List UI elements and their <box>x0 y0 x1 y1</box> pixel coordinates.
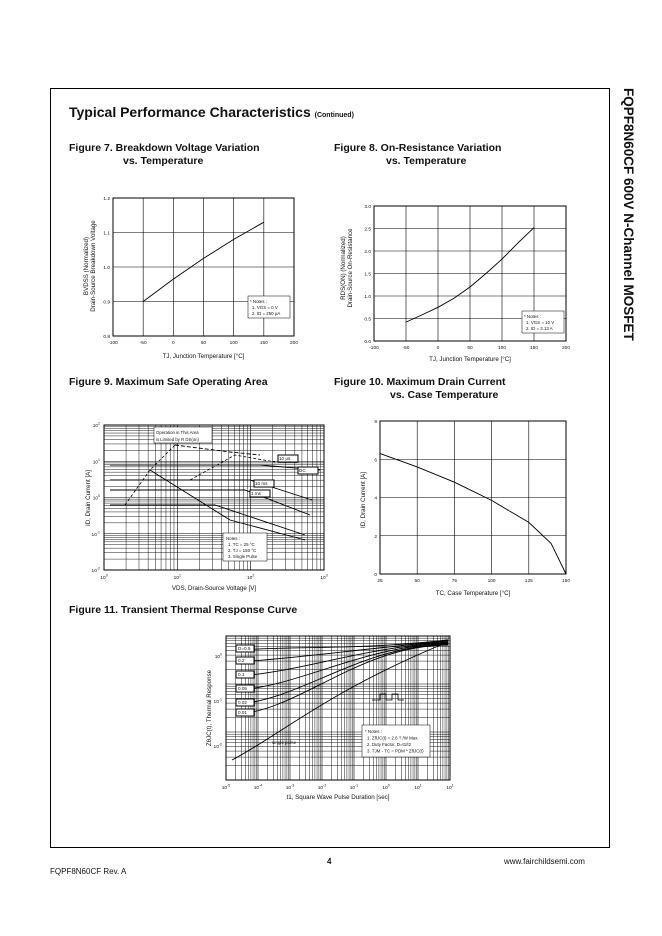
fig9-xtick-label: $10^2$ <box>247 573 255 581</box>
fig9-xtick-label-exp: 1 <box>179 573 181 578</box>
fig11-xtick-label: $10^{-2}$ <box>317 783 327 791</box>
fig9-ytick-label-exp: -1 <box>96 530 100 535</box>
fig7-xtick-label: 0 <box>171 341 175 346</box>
fig8-ylabel-2: Drain-Source On-Resistance <box>347 228 354 308</box>
fig11-xtick-label-exp: -4 <box>259 783 263 788</box>
fig10-xtick-label: 50 <box>414 579 420 584</box>
fig8-ytick-label: 1.5 <box>364 272 371 278</box>
fig9-ytick-label: $10^2$ <box>92 421 100 429</box>
fig9-ytick-label: $10^{-1}$ <box>91 530 100 538</box>
fig9-xtick-label: $10^0$ <box>100 573 108 581</box>
fig7-ytick-label: 1.2 <box>103 197 110 202</box>
fig7-caption: Figure 7. Breakdown Voltage Variation <box>69 142 260 154</box>
fig11-duty-label: 0.02 <box>238 700 247 705</box>
fig11-xtick-label-exp: 0 <box>387 783 390 788</box>
fig9-xtick-label-exp: 0 <box>105 573 108 578</box>
fig11-xtick-label: $10^0$ <box>382 783 390 791</box>
fig11-note: 2. Duty Factor, D=t1/t2 <box>367 742 412 747</box>
fig8-ytick-label: 2.0 <box>364 250 371 255</box>
fig11-single-label: single pulse <box>272 740 297 745</box>
fig9-note: 2. TJ = 150 °C <box>228 548 257 553</box>
fig8-ylabel-1: RDS(ON) (Normalized) <box>340 236 347 300</box>
fig11-xlabel: t1, Square Wave Pulse Duration [sec] <box>286 794 390 801</box>
fig10-xtick-label: 25 <box>377 579 383 584</box>
fig11-xtick-label: $10^1$ <box>414 783 422 791</box>
fig7-ylabel-2: Drain-Source Breakdown Voltage <box>90 220 97 312</box>
fig11-duty-label: 0.1 <box>238 672 245 677</box>
fig11-xtick-label-end-exp: 1 <box>451 783 454 788</box>
fig9-ytick-label-exp: 0 <box>98 494 100 498</box>
fig9-xtick-label-exp: 3 <box>325 573 328 578</box>
fig9-ytick-label-exp: 2 <box>98 421 100 426</box>
fig7-xtick-label: 200 <box>289 341 299 346</box>
fig11-ytick-label: $10^{-1}$ <box>213 697 222 705</box>
fig7-xtick-label: 100 <box>229 341 238 346</box>
fig8-xtick-label: 0 <box>436 346 440 351</box>
fig8-caption: Figure 8. On-Resistance Variation <box>334 142 502 154</box>
fig7-xlabel: TJ, Junction Temperature [°C] <box>162 353 245 360</box>
fig8-xtick-label: -100 <box>369 346 379 351</box>
fig7-ylabel-1: BVDSS (Normalized) <box>83 236 90 296</box>
fig8-ytick-label: 2.5 <box>364 227 371 233</box>
fig9-curve-dc <box>110 505 305 535</box>
fig8-note: 2. ID = 3.13 A <box>526 326 553 331</box>
fig9-curve-10ms <box>110 490 310 515</box>
fig9-xtick-label-exp: 2 <box>252 573 255 578</box>
fig11-duty-label: 0.01 <box>238 710 247 715</box>
fig10-caption-2: vs. Case Temperature <box>390 389 499 401</box>
fig11-duty-label: 0.05 <box>238 686 247 691</box>
fig11-duty-label: D=0.5 <box>238 646 251 651</box>
fig11-xtick-label: $10^{-1}$ <box>349 783 359 791</box>
footer-doc-id: FQPF8N60CF Rev. A <box>50 867 127 876</box>
fig9-note: 1. TC = 25 °C <box>228 542 255 547</box>
fig10-xtick-label: 100 <box>487 579 496 584</box>
fig11-ylabel: ZθJC(t), Thermal Response <box>206 669 213 747</box>
fig9-ytick-label-exp: -2 <box>96 566 100 571</box>
fig9-ytick-label: $10^0$ <box>92 494 100 502</box>
fig11-xtick-label: $10^{-3}$ <box>285 783 295 791</box>
fig11-ytick-label: $10^{-2}$ <box>213 742 222 750</box>
fig9-annotation-line2: is Limited by R DS(on) <box>156 437 199 442</box>
fig7-xtick-label: -100 <box>108 341 118 346</box>
fig11-xtick-label: $10^{-4}$ <box>253 783 263 791</box>
fig9-series-label: 10 μs <box>279 456 291 461</box>
fig11-ytick-label: $10^0$ <box>214 652 222 660</box>
fig8-xlabel: TJ, Junction Temperature [°C] <box>429 356 511 363</box>
fig9-annotation-line1: Operation in This Area <box>156 430 199 435</box>
fig10-xtick-label: 75 <box>451 579 458 584</box>
fig11-xtick-label-end: $10^1$ <box>446 783 454 791</box>
fig7-ytick-label: 1.0 <box>103 266 110 271</box>
fig7-caption-2: vs. Temperature <box>123 155 204 167</box>
fig10-caption: Figure 10. Maximum Drain Current <box>334 376 506 388</box>
footer-page-number: 4 <box>327 857 332 866</box>
fig8-xtick-label: 200 <box>561 346 571 351</box>
section-title-text: Typical Performance Characteristics <box>69 104 311 120</box>
fig10-ytick-label: 2 <box>374 534 377 540</box>
fig8-ytick-label: 0.5 <box>364 317 371 323</box>
fig11-xtick-label-exp: 1 <box>419 783 422 788</box>
fig11-duty-label: 0.2 <box>238 658 245 663</box>
fig7-xtick-label: 50 <box>200 341 207 346</box>
fig11-xtick-label-exp: -5 <box>227 783 231 788</box>
fig11-xtick-label: $10^{-5}$ <box>221 783 231 791</box>
fig9-series-label: DC <box>299 468 306 473</box>
fig7-ytick-label: 1.1 <box>103 231 110 237</box>
fig11-xtick-label-exp: -1 <box>355 783 359 788</box>
fig10-ytick-label: 6 <box>374 458 377 464</box>
fig9-dc-line-dashed <box>190 455 275 480</box>
fig7-xtick-label: -50 <box>139 341 147 346</box>
fig10-ylabel: ID, Drain Current [A] <box>360 471 367 529</box>
fig9-series-label: 10 ms <box>255 481 268 486</box>
fig9-ytick-label: $10^1$ <box>92 457 100 466</box>
fig10-xtick-label: 125 <box>524 579 533 584</box>
fig9-xtick-label: $10^3$ <box>320 573 328 581</box>
fig8-ytick-label: 1.0 <box>364 295 371 300</box>
side-title-text: FQPF8N60CF 600V N-Channel MOSFET <box>621 88 636 341</box>
fig8-xtick-label: 100 <box>497 346 507 351</box>
fig9-xtick-label: $10^1$ <box>173 573 181 581</box>
fig7-note: 1. VGS = 0 V <box>252 305 278 310</box>
fig11-caption: Figure 11. Transient Thermal Response Curve <box>69 604 298 616</box>
section-continued: (Continued) <box>314 112 354 119</box>
fig10-xlabel: TC, Case Temperature [°C] <box>435 590 511 597</box>
fig11-xtick-label-exp: -2 <box>323 783 327 788</box>
fig11-ytick-label-exp: -2 <box>218 742 222 747</box>
fig9-xlabel: VDS, Drain-Source Voltage [V] <box>171 585 257 592</box>
fig9-note: Notes : <box>226 536 240 541</box>
fig8-ytick-label: 3.0 <box>364 205 371 210</box>
fig7-note: 2. ID = 250 μA <box>252 311 281 316</box>
fig8-xtick-label: 150 <box>529 346 539 351</box>
fig9-note: 3. Single Pulse <box>228 554 258 559</box>
fig9-caption: Figure 9. Maximum Safe Operating Area <box>69 376 268 388</box>
fig10-ytick-label: 8 <box>374 420 377 425</box>
fig9-rdson-limit <box>125 445 175 505</box>
fig10-series-line <box>380 454 566 575</box>
fig7-xtick-label: 150 <box>259 341 268 346</box>
fig7-note: * Notes : <box>250 299 267 304</box>
fig9-ylabel: ID, Drain Current [A] <box>85 469 92 527</box>
fig11-note: * Notes : <box>365 729 382 734</box>
fig11-xtick-label-exp: -3 <box>291 783 295 788</box>
fig11-ytick-label-exp: -1 <box>218 697 222 702</box>
fig9-ytick-label: $10^{-2}$ <box>91 566 100 574</box>
fig11-ytick-label-exp: 0 <box>220 652 222 657</box>
fig8-xtick-label: 50 <box>467 346 473 351</box>
fig11-note: 1. ZθJC(t) = 2.6 ? /W Max. <box>367 735 419 741</box>
fig10-ytick-label: 0 <box>374 573 377 578</box>
fig9-ytick-label-exp: 1 <box>98 457 100 462</box>
fig7-ytick-label: 0.9 <box>103 300 110 306</box>
fig10-xtick-label: 150 <box>561 579 571 584</box>
fig9-series-label: 1 ms <box>251 491 261 496</box>
fig11-note: 3. TJM - TC = PDM * ZθJC(t) <box>367 748 424 754</box>
fig8-xtick-label: -50 <box>402 346 410 351</box>
fig11-pulse-icon <box>372 694 404 700</box>
fig8-ytick-label: 0.0 <box>364 340 371 345</box>
fig8-caption-2: vs. Temperature <box>386 155 467 167</box>
footer-website[interactable]: www.fairchildsemi.com <box>504 857 585 866</box>
fig10-ytick-label: 4 <box>374 496 377 502</box>
fig8-note: * Notes : <box>524 314 541 319</box>
fig8-note: 1. VGS = 10 V <box>526 320 555 325</box>
fig7-ytick-label: 0.8 <box>103 335 110 340</box>
